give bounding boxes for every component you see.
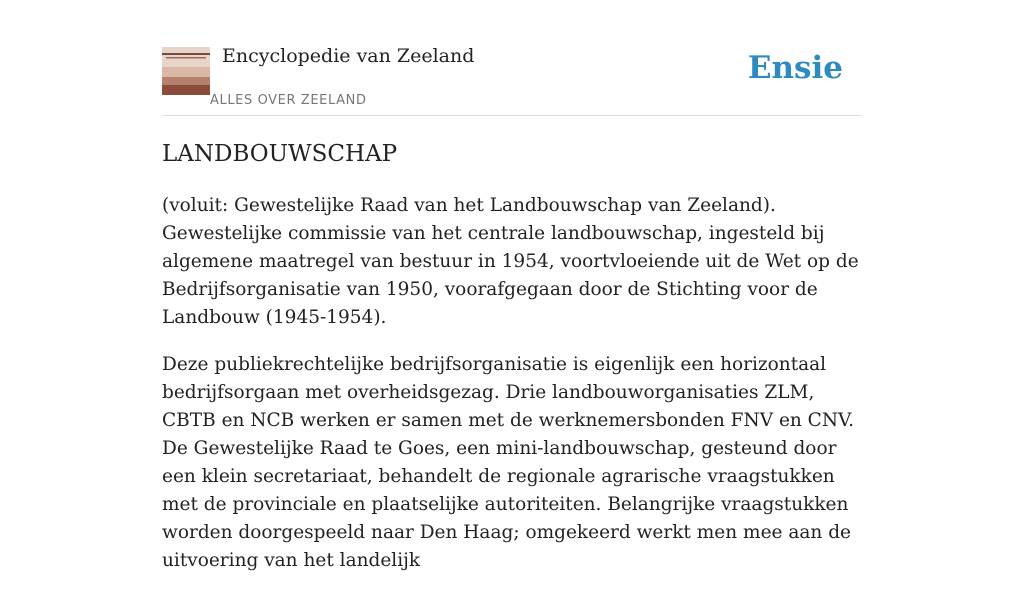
site-title[interactable]: Encyclopedie van Zeeland xyxy=(222,45,475,67)
entry-body xyxy=(162,192,862,594)
page xyxy=(162,0,862,571)
entry-paragraph: (voluit: Gewestelijke Raad van het Landbouwschap van Zeeland). Gewestelijke commissie van het centrale landbouwschap, ingesteld bij algemene maatregel van bestuur in 1954, voortvloeiende uit de Wet op de Bedrijfsorganisatie van 1950, voorafgegaan door de Stichting voor de Landbouw (1945-1954). xyxy=(162,195,859,328)
site-avatar[interactable] xyxy=(162,47,210,95)
entry-paragraph: Deze publiekrechtelijke bedrijfsorganisatie is eigenlijk een horizontaal bedrijfsorgaan met overheidsgezag. Drie landbouworganisaties ZLM, CBTB en NCB werken er samen met de werknemersbonden FNV en CNV. De Gewestelijke Raad te Goes, een mini-landbouwschap, gesteund door een klein secretariaat, behandelt de regionale agrarische vraagstukken met de provinciale en plaatselijke autoriteiten. Belangrijke vraagstukken worden doorgespeeld naar Den Haag; omgekeerd werkt men mee aan de uitvoering van het landelijk xyxy=(162,354,855,571)
entry-title: LANDBOUWSCHAP xyxy=(162,141,398,167)
brand-logo[interactable]: Ensie xyxy=(747,50,843,86)
avatar-image xyxy=(162,47,210,95)
site-header xyxy=(162,0,862,116)
site-subtitle: ALLES OVER ZEELAND xyxy=(210,93,367,108)
